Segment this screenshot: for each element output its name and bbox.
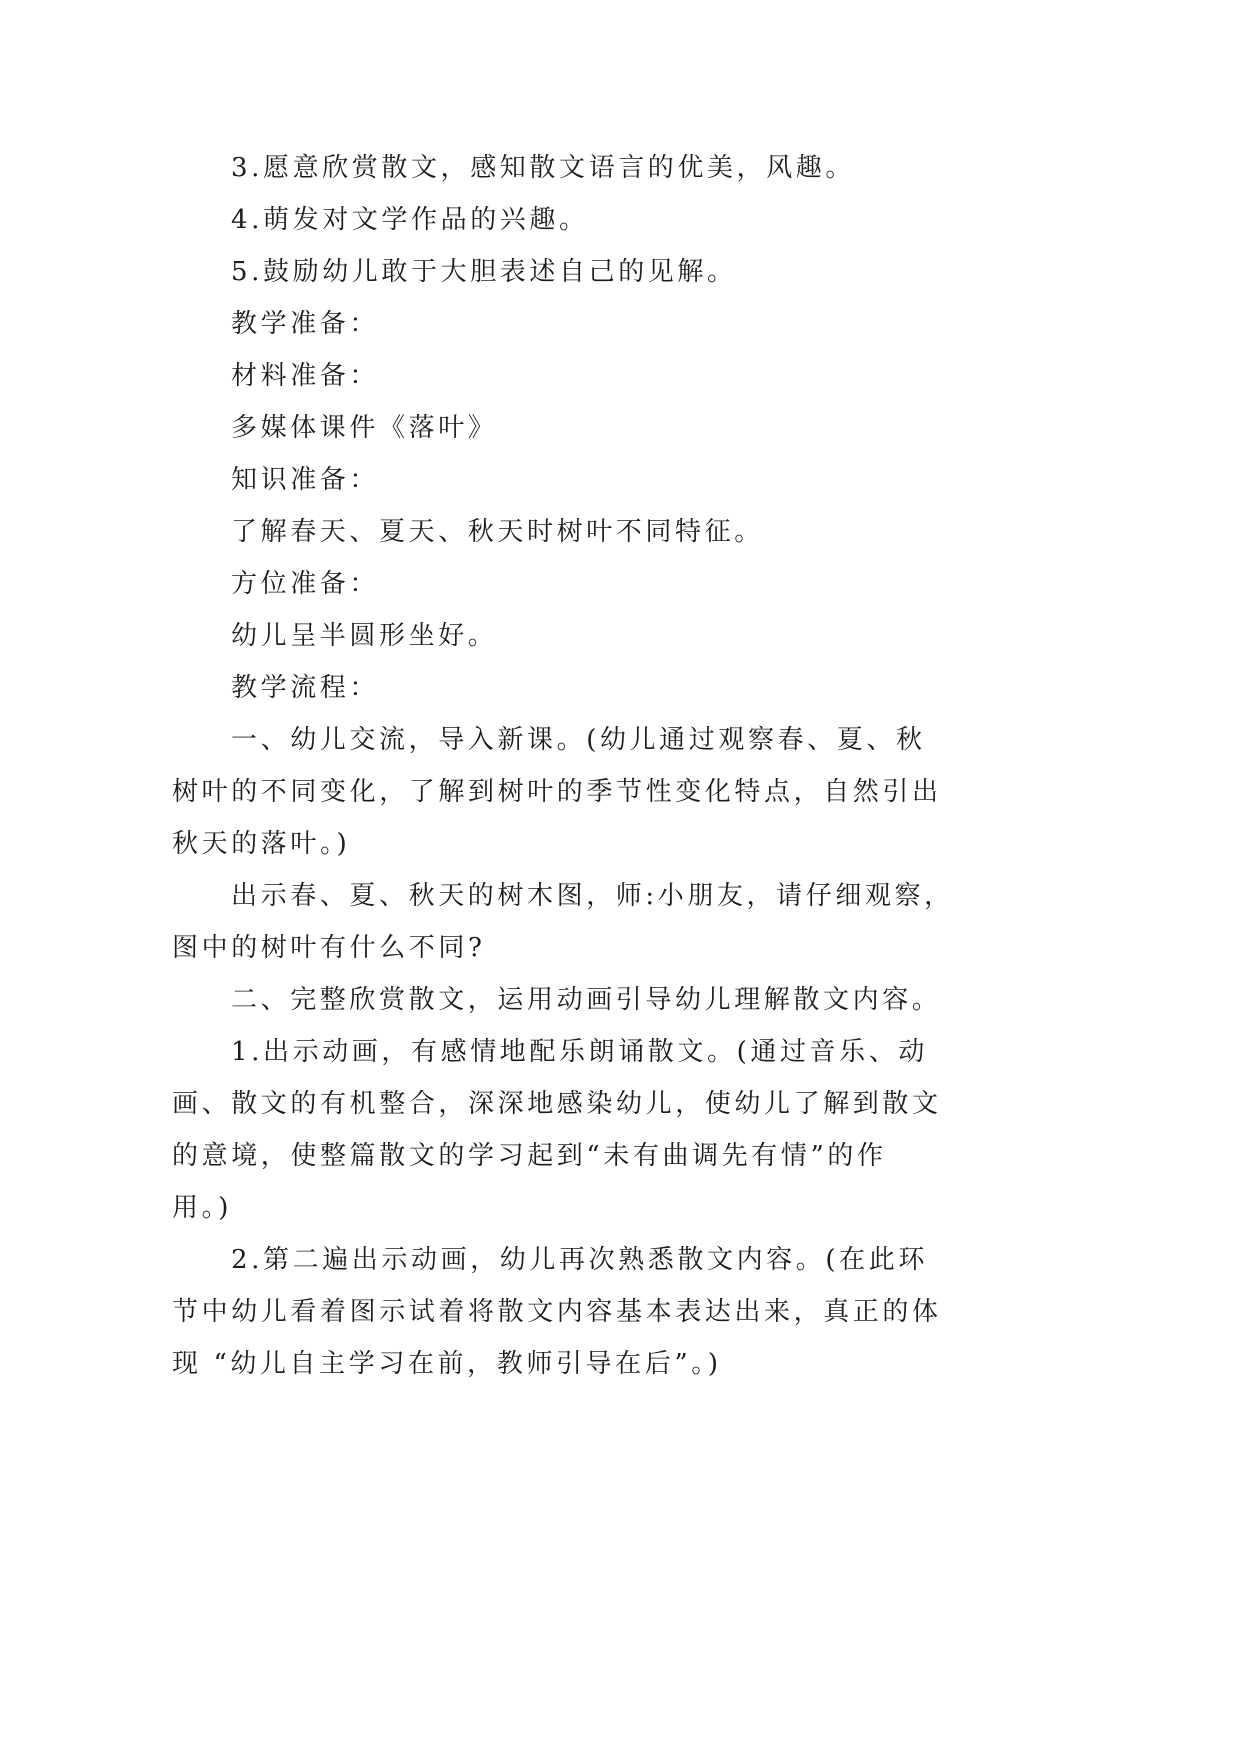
text-line: 5.鼓励幼儿敢于大胆表述自己的见解。 [231,257,737,287]
goal-3-paragraph [172,142,1012,194]
text-line: 知识准备： [231,465,380,495]
heading-knowledge-preparation [172,454,1012,506]
heading-position-preparation [172,558,1012,610]
text-line: 多媒体课件《落叶》 [231,413,498,443]
text-line: 了解春天、夏天、秋天时树叶不同特征。 [231,517,764,547]
heading-material-preparation [172,350,1012,402]
step-2-item-2-paragraph [172,1234,1012,1390]
heading-teaching-preparation [172,298,1012,350]
document-body [172,142,1012,1390]
goal-4-paragraph [172,194,1012,246]
goal-5-paragraph [172,246,1012,298]
text-line: 树叶的不同变化，了解到树叶的季节性变化特点，自然引出 [172,777,942,807]
text-line: 3.愿意欣赏散文，感知散文语言的优美，风趣。 [231,153,856,183]
text-line: 现 “幼儿自主学习在前，教师引导在后”。) [172,1349,722,1379]
text-line: 出示春、夏、秋天的树木图，师:小朋友，请仔细观察， [231,881,954,911]
text-line: 1.出示动画，有感情地配乐朗诵散文。(通过音乐、动 [231,1037,928,1067]
text-line: 2.第二遍出示动画，幼儿再次熟悉散文内容。(在此环 [231,1245,928,1275]
position-item [172,610,1012,662]
text-line: 一、幼儿交流，导入新课。(幼儿通过观察春、夏、秋 [231,725,926,755]
step-1-detail-paragraph [172,870,1012,974]
text-line: 4.萌发对文学作品的兴趣。 [231,205,589,235]
text-line: 节中幼儿看着图示试着将散文内容基本表达出来，真正的体 [172,1297,942,1327]
text-line: 画、散文的有机整合，深深地感染幼儿，使幼儿了解到散文 [172,1089,942,1119]
text-line: 幼儿呈半圆形坐好。 [231,621,498,651]
text-line: 二、完整欣赏散文，运用动画引导幼儿理解散文内容。 [231,985,942,1015]
text-line: 教学准备： [231,309,380,339]
text-line: 用。) [172,1193,232,1223]
text-line: 材料准备： [231,361,380,391]
step-2-item-1-paragraph [172,1026,1012,1234]
heading-teaching-process [172,662,1012,714]
material-item [172,402,1012,454]
knowledge-item [172,506,1012,558]
text-line: 方位准备： [231,569,380,599]
text-line: 秋天的落叶。) [172,829,351,859]
step-1-paragraph [172,714,1012,870]
text-line: 的意境，使整篇散文的学习起到“未有曲调先有情”的作 [172,1141,887,1171]
text-line: 教学流程： [231,673,380,703]
text-line: 图中的树叶有什么不同? [172,933,486,963]
step-2-paragraph [172,974,1012,1026]
